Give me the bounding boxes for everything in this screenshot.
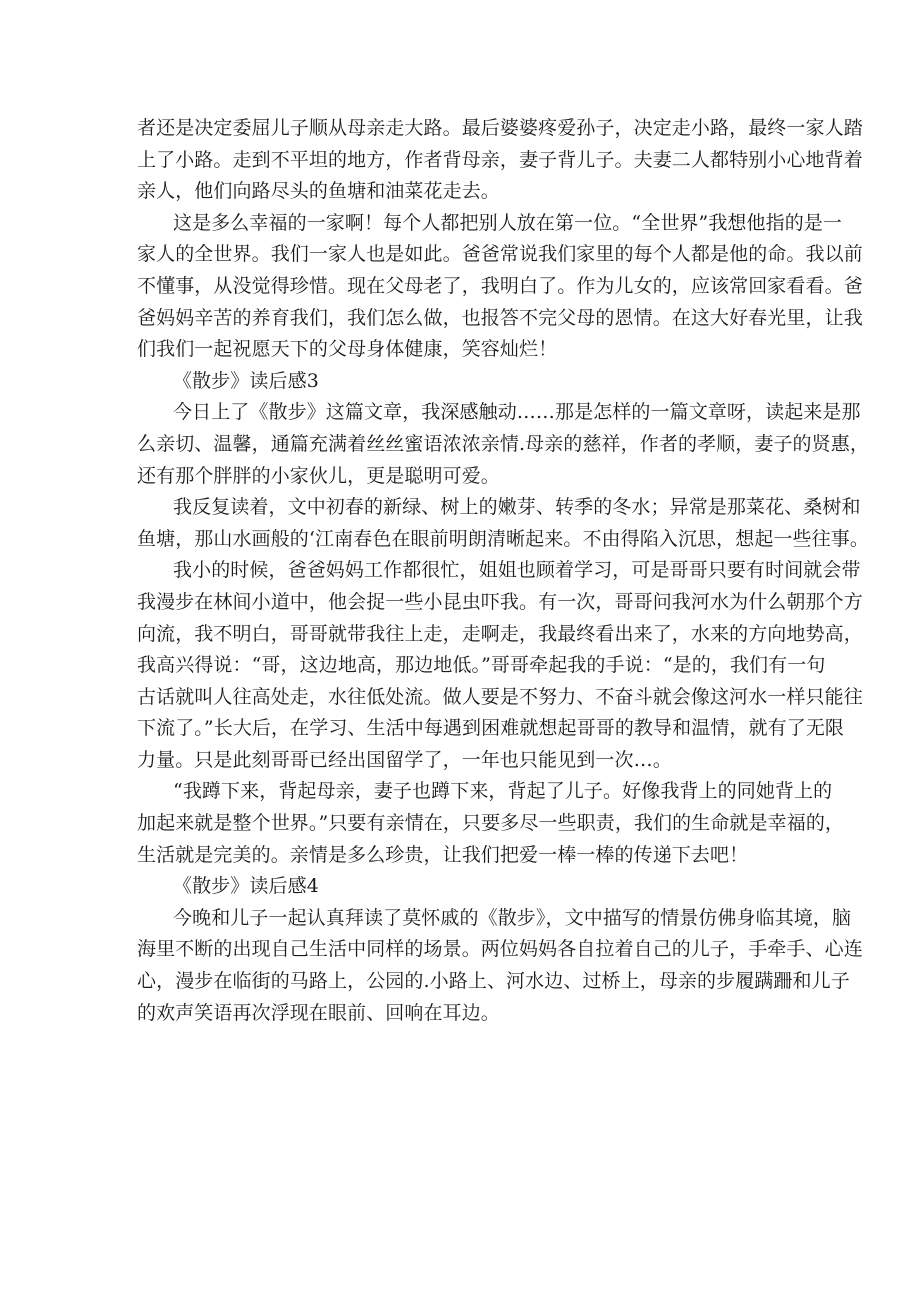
text-line: 们我们一起祝愿天下的父母身体健康，笑容灿烂！ (137, 338, 558, 361)
paragraph (137, 776, 845, 871)
text-line: 我小的时候，爸爸妈妈工作都很忙，姐姐也顾着学习，可是哥哥只要有时间就会带 (173, 559, 861, 582)
paragraph (137, 113, 863, 208)
section-heading (137, 366, 785, 398)
text-line: 鱼塘，那山水画般的‘江南春色在眼前明朗清晰起来。不由得陷入沉思，想起一些往事。 (137, 527, 869, 550)
paragraph (137, 555, 863, 776)
paragraph (137, 397, 869, 492)
text-line: 今日上了《散步》这篇文章，我深感触动……那是怎样的一篇文章呀，读起来是那 (173, 401, 861, 424)
text-line: 心，漫步在临街的马路上，公园的.小路上、河水边、过桥上，母亲的步履蹒跚和儿子 (137, 970, 850, 993)
text-line: 这是多么幸福的一家啊！每个人都把别人放在第一位。“全世界”我想他指的是一 (173, 211, 843, 234)
text-line: 的欢声笑语再次浮现在眼前、回响在耳边。 (137, 1001, 500, 1024)
text-line: 今晚和儿子一起认真拜读了莫怀戚的《散步》，文中描写的情景仿佛身临其境，脑 (173, 906, 852, 929)
text-line: 海里不断的出现自己生活中同样的场景。两位妈妈各自拉着自己的儿子，手牵手、心连 (137, 938, 863, 961)
paragraph (137, 492, 869, 555)
text-line: 加起来就是整个世界。”只要有亲情在，只要多尽一些职责，我们的生命就是幸福的， (137, 812, 845, 835)
paragraph (137, 208, 863, 366)
text-line: 古话就叫人往高处走，水往低处流。做人要是不努力、不奋斗就会像这河水一样只能往 (137, 685, 863, 708)
text-line: 我高兴得说：“哥，这边地高，那边地低。”哥哥牵起我的手说：“是的，我们有一句 (137, 654, 826, 677)
heading-text: 《散步》读后感4 (173, 875, 319, 898)
text-line: 生活就是完美的。亲情是多么珍贵，让我们把爱一棒一棒的传递下去吧！ (137, 843, 749, 866)
heading-text: 《散步》读后感3 (173, 369, 319, 392)
text-line: 者还是决定委屈儿子顺从母亲走大路。最后婆婆疼爱孙子，决定走小路，最终一家人踏 (137, 117, 863, 139)
section-heading (137, 871, 785, 903)
document-page (137, 113, 869, 1029)
text-line: 我反复读着，文中初春的新绿、树上的嫩芽、转季的冬水；异常是那菜花、桑树和 (173, 496, 861, 519)
text-line: 还有那个胖胖的小家伙儿，更是聪明可爱。 (137, 464, 500, 487)
text-line: 家人的全世界。我们一家人也是如此。爸爸常说我们家里的每个人都是他的命。我以前 (137, 243, 863, 266)
text-line: 不懂事，从没觉得珍惜。现在父母老了，我明白了。作为儿女的，应该常回家看看。爸 (137, 274, 863, 297)
text-line: 爸妈妈辛苦的养育我们，我们怎么做，也报答不完父母的恩情。在这大好春光里，让我 (137, 306, 863, 329)
text-line: 上了小路。走到不平坦的地方，作者背母亲，妻子背儿子。夫妻二人都特别小心地背着 (137, 148, 863, 171)
text-line: 向流，我不明白，哥哥就带我往上走，走啊走，我最终看出来了，水来的方向地势高， (137, 622, 863, 645)
paragraph (137, 903, 863, 1029)
text-line: 亲人，他们向路尽头的鱼塘和油菜花走去。 (137, 180, 500, 203)
text-line: 下流了。”长大后，在学习、生活中每遇到困难就想起哥哥的教导和温情，就有了无限 (137, 717, 845, 740)
text-line: 我漫步在林间小道中，他会捉一些小昆虫吓我。有一次，哥哥问我河水为什么朝那个方 (137, 590, 863, 613)
text-line: 力量。只是此刻哥哥已经出国留学了，一年也只能见到一次…。 (137, 748, 672, 771)
text-line: 么亲切、温馨，通篇充满着丝丝蜜语浓浓亲情.母亲的慈祥，作者的孝顺，妻子的贤惠， (137, 432, 869, 455)
document-body (137, 113, 869, 1029)
text-line: “我蹲下来，背起母亲，妻子也蹲下来，背起了儿子。好像我背上的同她背上的 (173, 780, 833, 803)
